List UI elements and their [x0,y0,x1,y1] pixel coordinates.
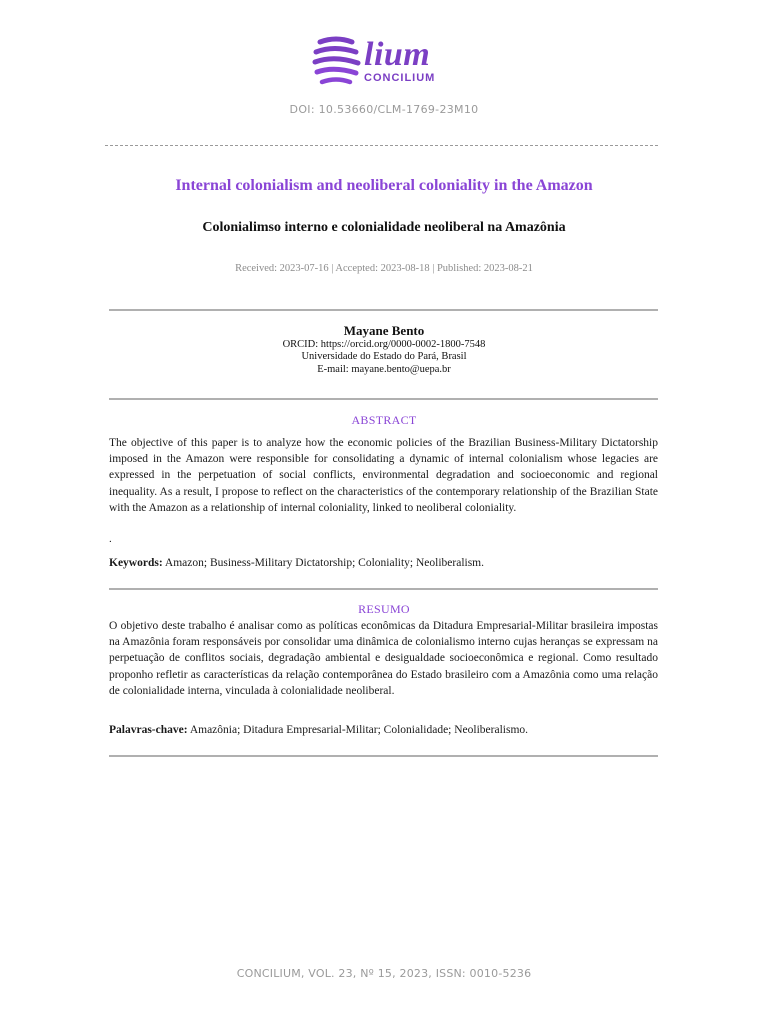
divider [109,755,658,757]
doi: DOI: 10.53660/CLM-1769-23M10 [289,103,479,116]
abstract-trailing-mark: . [109,533,112,545]
publication-dates: Received: 2023-07-16 | Accepted: 2023-08-18 | Published: 2023-08-21 [235,263,533,274]
keywords-label: Keywords: [109,557,163,569]
paper-title: Internal colonialism and neoliberal coloniality in the Amazon [175,177,593,194]
keywords [109,555,658,571]
author-name: Mayane Bento [343,323,425,338]
palavras-chave [109,722,658,738]
logo-wave-icon [312,36,362,88]
abstract-heading: ABSTRACT [351,413,417,427]
logo-subtitle: CONCILIUM [364,72,436,84]
author-affiliation: Universidade do Estado do Pará, Brasil [301,351,467,362]
author-email: E-mail: mayane.bento@uepa.br [317,364,451,375]
divider [109,588,658,590]
palavras-chave-list: Amazônia; Ditadura Empresarial-Militar; Colonialidade; Neoliberalismo. [189,724,529,736]
author-orcid: ORCID: https://orcid.org/0000-0002-1800-7548 [282,339,486,350]
keywords-list: Amazon; Business-Military Dictatorship; Coloniality; Neoliberalism. [164,557,485,569]
header-divider [105,145,658,146]
journal-logo [312,36,462,88]
divider [109,309,658,311]
divider [109,398,658,400]
resumo-text: O objetivo deste trabalho é analisar como as políticas econômicas da Ditadura Empresarial-Militar brasileira impostas na Amazônia foram responsáveis por consolidar uma dinâmica de colonialismo interno cujas heranças se expressam na perpetuação de conflitos sociais, degradação ambiental e desigualdade socioeconômica e regional. Como resultado proponho refletir as características da relação contemporânea do Estado brasileiro com a Amazônia como uma relação de colonialidade interna, vinculada à colonialidade neoliberal. [109,620,658,697]
palavras-chave-label: Palavras-chave: [109,724,188,736]
logo-wordmark: lium [364,36,431,73]
abstract-text: The objective of this paper is to analyze how the economic policies of the Brazilian Business-Military Dictatorship imposed in the Amazon were responsible for consolidating a dynamic of internal colonialism whose legacies are expressed in the perpetuation of social conflicts, environmental degradation and socioeconomic and regional inequality. As a result, I propose to reflect on the characteristics of the contemporary relationship of the Brazilian State with the Amazon as a relationship of internal coloniality, linked to neoliberal coloniality. [109,437,658,514]
resumo-heading: RESUMO [358,602,410,616]
paper-subtitle: Colonialimso interno e colonialidade neoliberal na Amazônia [202,220,566,235]
page-footer: CONCILIUM, VOL. 23, Nº 15, 2023, ISSN: 0010-5236 [236,967,532,980]
